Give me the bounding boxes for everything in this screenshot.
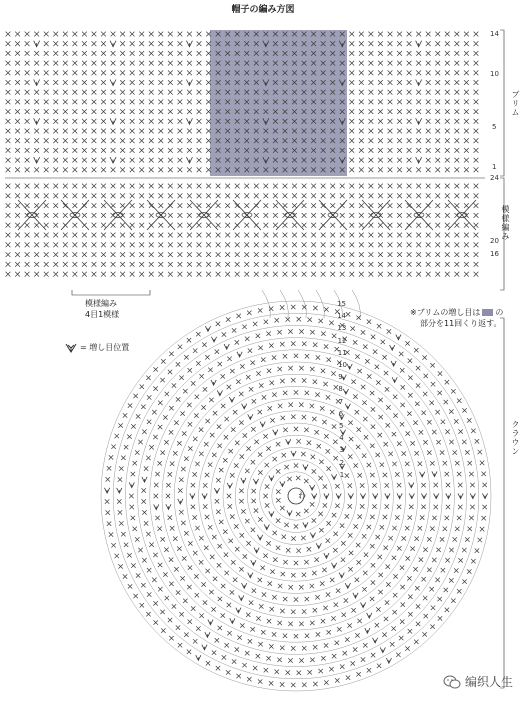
diagram-title: 帽子の編み方図 bbox=[231, 5, 295, 15]
row-number: 5 bbox=[492, 123, 497, 131]
crown-label: クラウン bbox=[511, 420, 520, 456]
ring-number: 11 bbox=[337, 348, 347, 357]
ring-number: 7 bbox=[338, 397, 344, 406]
increase-symbol-icon bbox=[65, 343, 77, 353]
row-number: 1 bbox=[492, 163, 497, 171]
row-number: 20 bbox=[490, 237, 499, 245]
watermark: 编织人生 bbox=[443, 673, 513, 690]
ring-number: 15 bbox=[337, 300, 346, 308]
ring-number: 14 bbox=[337, 312, 347, 321]
wechat-icon bbox=[443, 675, 461, 689]
ring-number: 2 bbox=[339, 458, 345, 467]
ring-number: 8 bbox=[338, 385, 343, 394]
ring-number: 9 bbox=[338, 373, 343, 382]
ring-number: 6 bbox=[338, 409, 344, 418]
shade-swatch bbox=[482, 309, 493, 316]
pattern-stitch-rows bbox=[6, 184, 479, 277]
crown-round-chart bbox=[101, 301, 491, 691]
ring-number: 1 bbox=[339, 470, 345, 479]
increase-note-line: 部分を11回くり返す。 bbox=[420, 319, 502, 328]
pattern-repeat-label: 4目1模様 bbox=[85, 310, 120, 319]
brim-label: ブリム bbox=[511, 90, 520, 117]
pattern-label-vertical: 模様編み bbox=[501, 205, 510, 241]
brim-shaded-repeat-area bbox=[210, 30, 347, 176]
ring-number: 13 bbox=[337, 324, 347, 333]
pattern-label: 模様編み bbox=[85, 299, 117, 308]
center-ring-label: わ bbox=[298, 491, 306, 500]
ring-number: 4 bbox=[339, 434, 344, 443]
increase-note: ※ブリムの増し目は の bbox=[410, 308, 504, 317]
ring-number: 10 bbox=[338, 361, 347, 369]
legend: = 増し目位置 bbox=[65, 342, 129, 353]
row-number: 14 bbox=[490, 30, 499, 38]
ring-number: 5 bbox=[339, 422, 344, 430]
row-number: 10 bbox=[490, 70, 499, 78]
row-number: 24 bbox=[490, 174, 499, 182]
row-number: 16 bbox=[490, 250, 499, 258]
ring-number: 12 bbox=[337, 336, 347, 345]
ring-number: 3 bbox=[339, 446, 344, 455]
